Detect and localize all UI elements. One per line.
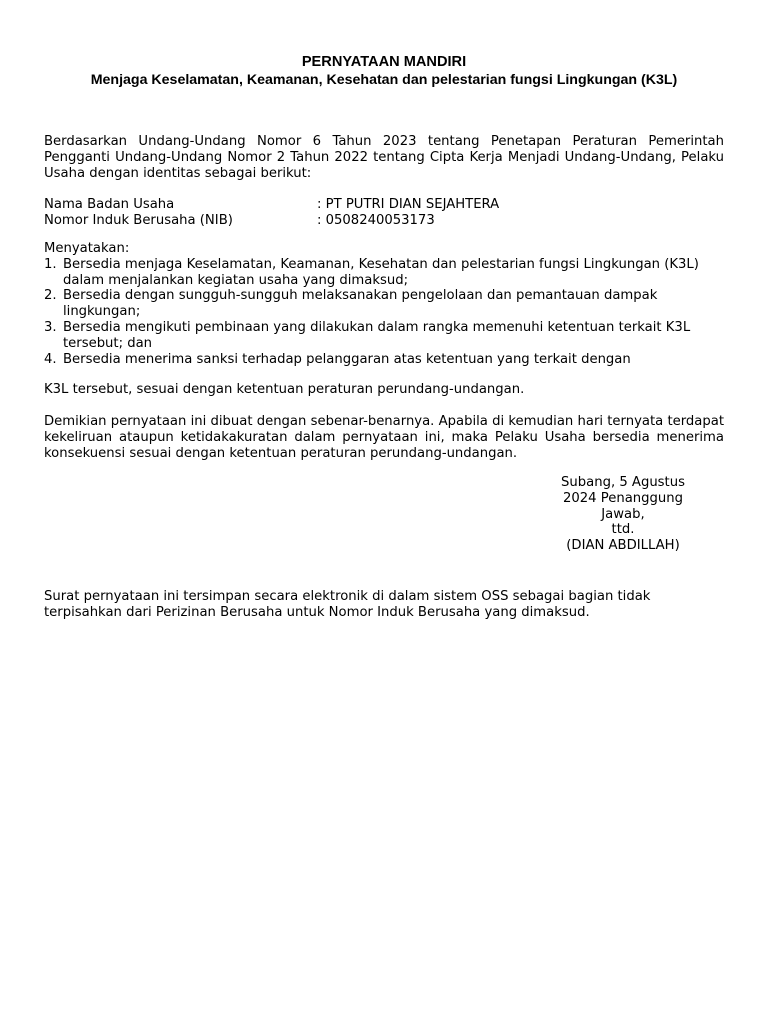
signature-line: 2024 Penanggung [563, 490, 683, 506]
list-text: Bersedia dengan sungguh-sungguh melaksanakan pengelolaan dan pemantauan dampak lingkungan; [63, 288, 658, 320]
declaration-heading: Menyatakan: [44, 241, 130, 256]
list-number: 4. [44, 351, 57, 367]
list-number: 3. [44, 319, 57, 335]
statement-list [44, 257, 724, 368]
signature-line: Jawab, [601, 506, 645, 522]
declaration-section [44, 241, 724, 367]
list-number: 2. [44, 288, 57, 304]
list-item [44, 320, 724, 352]
identity-value: : PT PUTRI DIAN SEJAHTERA [317, 197, 500, 212]
document-title: PERNYATAAN MANDIRI [301, 54, 467, 70]
continuation-paragraph: K3L tersebut, sesuai dengan ketentuan peraturan perundang-undangan. [44, 382, 525, 397]
signatory-name: (DIAN ABDILLAH) [566, 538, 680, 554]
closing-paragraph: Demikian pernyataan ini dibuat dengan sebenar-benarnya. Apabila di kemudian hari ternyata terdapat kekeliruan ataupun ketidakakuratan dalam pernyataan ini, maka Pelaku Usaha bersedia menerima konsekuensi sesuai dengan ketentuan peraturan perundang-undangan. [44, 414, 724, 461]
identity-label: Nomor Induk Berusaha (NIB) [44, 212, 233, 228]
list-text: Bersedia menjaga Keselamatan, Keamanan, Kesehatan dan pelestarian fungsi Lingkungan (K3L) dalam menjalankan kegiatan usaha yang dimaksud; [63, 256, 699, 288]
list-text: Bersedia menerima sanksi terhadap pelanggaran atas ketentuan yang terkait dengan [63, 351, 631, 367]
signature-ttd: ttd. [611, 522, 635, 538]
list-item [44, 288, 724, 320]
list-item [44, 257, 724, 289]
footer-note: Surat pernyataan ini tersimpan secara elektronik di dalam sistem OSS sebagai bagian tidak terpisahkan dari Perizinan Berusaha untuk Nomor Induk Berusaha yang dimaksud. [44, 589, 651, 620]
identity-section [44, 197, 724, 229]
list-text: Bersedia mengikuti pembinaan yang dilakukan dalam rangka memenuhi ketentuan terkait K3L tersebut; dan [63, 319, 691, 351]
identity-row-company [44, 197, 724, 213]
signature-place-date: Subang, 5 Agustus [561, 475, 685, 490]
intro-paragraph: Berdasarkan Undang-Undang Nomor 6 Tahun 2023 tentang Penetapan Peraturan Pemerintah Pengganti Undang-Undang Nomor 2 Tahun 2022 tentang Cipta Kerja Menjadi Undang-Undang, Pelaku Usaha dengan identitas sebagai berikut: [44, 134, 724, 181]
identity-label: Nama Badan Usaha [44, 197, 175, 212]
list-number: 1. [44, 256, 57, 272]
identity-row-nib [44, 213, 724, 229]
document-subtitle: Menjaga Keselamatan, Keamanan, Kesehatan dan pelestarian fungsi Lingkungan (K3L) [90, 72, 678, 88]
identity-value: : 0508240053173 [317, 212, 435, 228]
title-block [44, 53, 724, 89]
list-item [44, 352, 724, 368]
signature-block [548, 475, 698, 554]
